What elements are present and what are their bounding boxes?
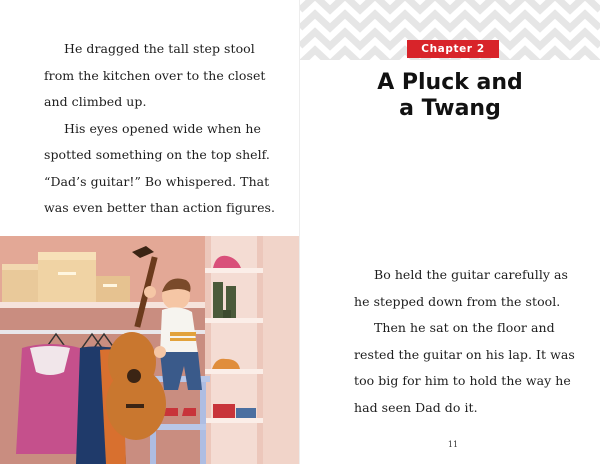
text-line: from the kitchen over to the closet [44,67,266,83]
text-line: he stepped down from the stool. [354,293,561,309]
page-number: 11 [447,440,459,449]
text-line: spotted something on the top shelf. [44,147,270,162]
text-line: His eyes opened wide when he [64,120,261,136]
left-page-text [44,36,275,222]
closet-illustration [0,236,300,464]
text-line: and climbed up. [44,94,147,109]
text-line: too big for him to hold the way he [354,373,571,388]
text-line: had seen Dad do it. [354,399,478,415]
text-line: rested the guitar on his lap. It was [354,346,575,362]
text-line: Bo held the guitar carefully as [374,267,568,282]
chapter-title [330,70,570,122]
chapter-title-line: a Twang [399,96,501,121]
chapter-title-line: A Pluck and [377,70,523,95]
right-page [300,0,600,464]
text-line: Then he sat on the floor and [374,320,555,335]
text-line: “Dad’s guitar!” Bo whispered. That [44,173,270,189]
text-line: was even better than action figures. [44,200,276,215]
text-line: He dragged the tall step stool [64,41,255,56]
right-page-text [354,262,575,421]
chapter-label: Chapter 2 [407,40,499,58]
